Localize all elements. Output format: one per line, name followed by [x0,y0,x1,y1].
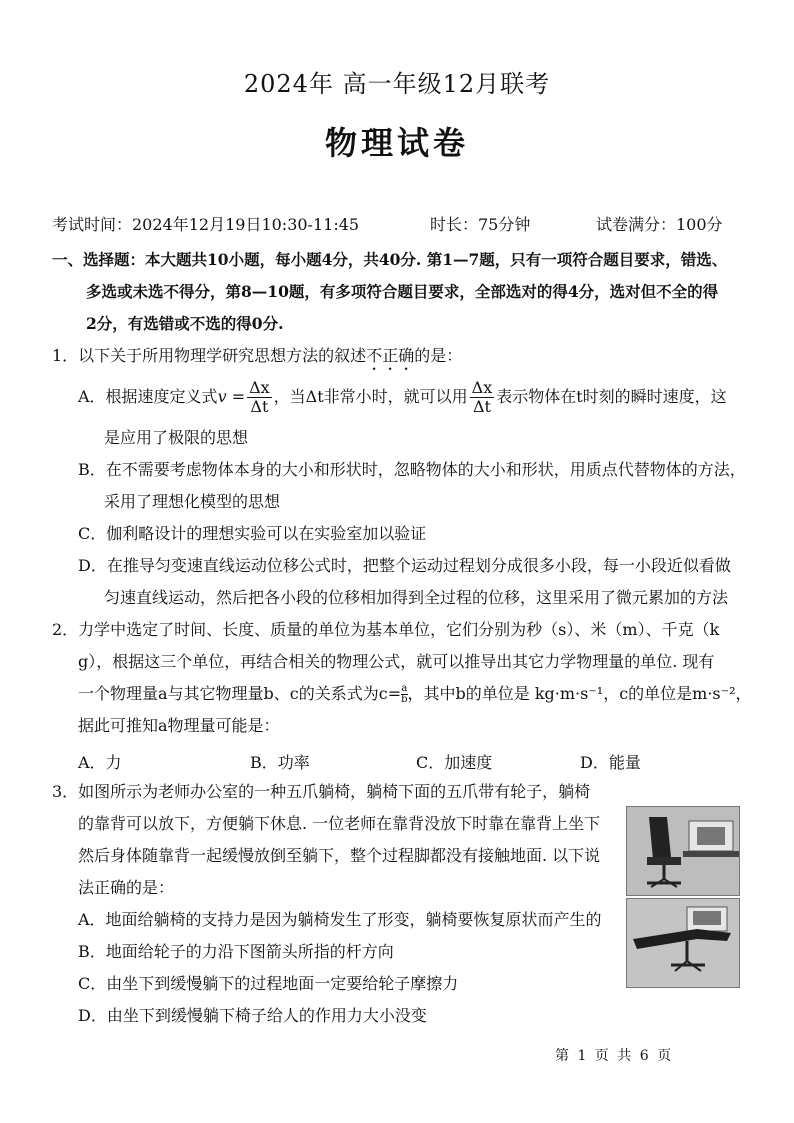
question-3-line1: 3．如图所示为老师办公室的一种五爪躺椅，躺椅下面的五爪带有轮子，躺椅 [52,782,591,801]
exam-duration: 时长：75分钟 [430,215,531,234]
question-1-stem [52,346,462,374]
fraction-numerator: Δx [249,378,270,397]
question-2-line2: g），根据这三个单位，再结合相关的物理公式，就可以推导出其它力学物理量的单位. 现有 [78,652,715,671]
question-1-emphasis: 不正确 [366,346,415,365]
section-instructions-line3: 2分，有选错或不选的得0分. [86,314,284,333]
recliner-reclined-drawing [627,899,739,987]
question-1-option-c: C．伽利略设计的理想实验可以在实验室加以验证 [78,524,427,543]
question-3-line4: 法正确的是： [78,878,175,897]
question-2-line4: 据此可推知a物理量可能是： [78,716,280,735]
question-2-option-b: B．功率 [250,753,310,772]
question-1-option-d-line2: 匀速直线运动，然后把各小段的位移相加得到全过程的位移，这里采用了微元累加的方法 [104,588,729,607]
question-2-option-c: C．加速度 [416,753,493,772]
question-3-option-b: B．地面给轮子的力沿下图箭头所指的杆方向 [78,942,394,961]
subject-title: 物理试卷 [324,124,469,162]
question-3-option-c: C．由坐下到缓慢躺下的过程地面一定要给轮子摩擦力 [78,974,459,993]
exam-full-score: 试卷满分：100分 [596,215,723,234]
question-2-option-d: D．能量 [580,753,641,772]
question-2-option-a: A．力 [78,753,122,772]
question-1-stem-part1: 1．以下关于所用物理学研究思想方法的叙述 [52,346,367,365]
recliner-photo-upright [626,806,740,896]
question-1-option-a-line2: 是应用了极限的思想 [104,428,249,447]
question-1-stem-part2: 的是： [414,346,463,365]
question-2-line3-part1: 一个物理量a与其它物理量b、c的关系式为c= [78,684,402,703]
question-1-option-a-line1 [78,378,727,416]
option-a-prefix: A．根据速度定义式 [78,387,218,406]
option-a-middle: ，当Δt非常小时，就可以用 [273,387,468,406]
section-instructions-line2: 多选或未选不得分，第8—10题，有多项符合题目要求，全部选对的得4分，选对但不全的得 [86,282,719,301]
velocity-symbol: v = [217,387,246,406]
question-1-option-b-line2: 采用了理想化模型的思想 [104,492,281,511]
fraction-numerator-2: Δx [471,378,493,397]
question-3-option-d: D．由坐下到缓慢躺下椅子给人的作用力大小没变 [78,1006,427,1025]
question-3-line2: 的靠背可以放下，方便躺下休息. 一位老师在靠背没放下时靠在靠背上坐下 [78,814,601,833]
question-1-option-b-line1: B．在不需要考虑物体本身的大小和形状时，忽略物体的大小和形状，用质点代替物体的方法， [78,460,746,479]
a-over-b-numerator: a [401,683,408,694]
recliner-upright-drawing [627,807,739,895]
exam-title: 2024年 高一年级12月联考 [243,70,551,98]
fraction-denominator: Δt [250,397,269,416]
a-over-b-denominator: b [401,694,408,705]
velocity-fraction [247,379,272,416]
question-2-line3 [78,684,752,705]
question-3-line3: 然后身体随靠背一起缓慢放倒至躺下，整个过程脚都没有接触地面. 以下说 [78,846,601,865]
fraction-denominator-2: Δt [472,397,491,416]
question-2-line1: 2．力学中选定了时间、长度、质量的单位为基本单位，它们分别为秒（s）、米（m）、千克（k [52,620,720,639]
option-a-suffix: 表示物体在t时刻的瞬时速度，这 [496,387,727,406]
question-1-option-d-line1: D．在推导匀变速直线运动位移公式时，把整个运动过程划分成很多小段，每一小段近似看做 [78,556,731,575]
velocity-fraction-2 [470,379,495,416]
section-instructions-line1: 一、选择题：本大题共10小题，每小题4分，共40分. 第1—7题，只有一项符合题目要求，错选、 [52,250,728,269]
recliner-photo-reclined [626,898,740,988]
exam-time: 考试时间：2024年12月19日10:30-11:45 [52,215,360,234]
question-2-line3-part2: ，其中b的单位是 kg·m·s⁻¹，c的单位是m·s⁻²， [407,684,752,703]
page-number: 第 1 页 共 6 页 [555,1048,674,1064]
question-3-option-a: A．地面给躺椅的支持力是因为躺椅发生了形变，躺椅要恢复原状而产生的 [78,910,602,929]
